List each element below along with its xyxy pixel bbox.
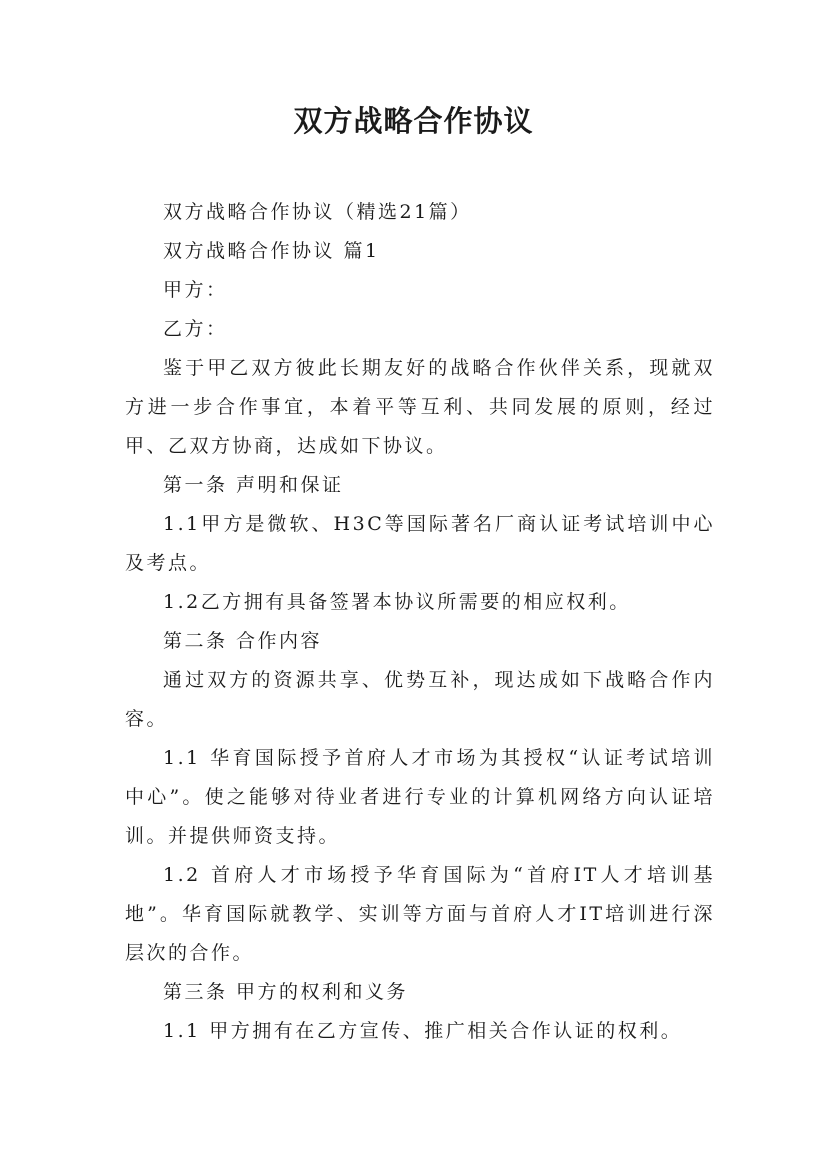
paragraph-clause: 1.1 甲方拥有在乙方宣传、推广相关合作认证的权利。 xyxy=(163,1020,683,1042)
paragraph-article-2-heading: 第二条 合作内容 xyxy=(163,630,323,652)
paragraph-party-b: 乙方： xyxy=(163,318,228,340)
paragraph-article-3-heading: 第三条 甲方的权利和义务 xyxy=(163,981,409,1003)
paragraph-party-a: 甲方： xyxy=(163,279,228,301)
paragraph-clause: 1.2乙方拥有具备签署本协议所需要的相应权利。 xyxy=(163,591,631,613)
document-body xyxy=(125,193,715,1051)
paragraph-subtitle: 双方战略合作协议（精选21篇） xyxy=(163,201,472,223)
paragraph-preamble: 鉴于甲乙双方彼此长期友好的战略合作伙伴关系，现就双方进一步合作事宜，本着平等互利、共同发展的原则，经过甲、乙双方协商，达成如下协议。 xyxy=(125,357,715,457)
paragraph-clause: 1.2 首府人才市场授予华育国际为“首府IT人才培训基地”。华育国际就教学、实训等方面与首府人才IT培训进行深层次的合作。 xyxy=(125,864,715,964)
paragraph-article-1-heading: 第一条 声明和保证 xyxy=(163,474,344,496)
paragraph-chapter-heading: 双方战略合作协议 篇1 xyxy=(163,240,380,262)
paragraph-text: 通过双方的资源共享、优势互补，现达成如下战略合作内容。 xyxy=(125,669,715,730)
paragraph-clause: 1.1 华育国际授予首府人才市场为其授权“认证考试培训中心”。使之能够对待业者进行专业的计算机网络方向认证培训。并提供师资支持。 xyxy=(125,747,715,847)
paragraph-clause: 1.1甲方是微软、H3C等国际著名厂商认证考试培训中心及考点。 xyxy=(125,513,715,574)
document-title: 双方战略合作协议 xyxy=(293,104,534,138)
